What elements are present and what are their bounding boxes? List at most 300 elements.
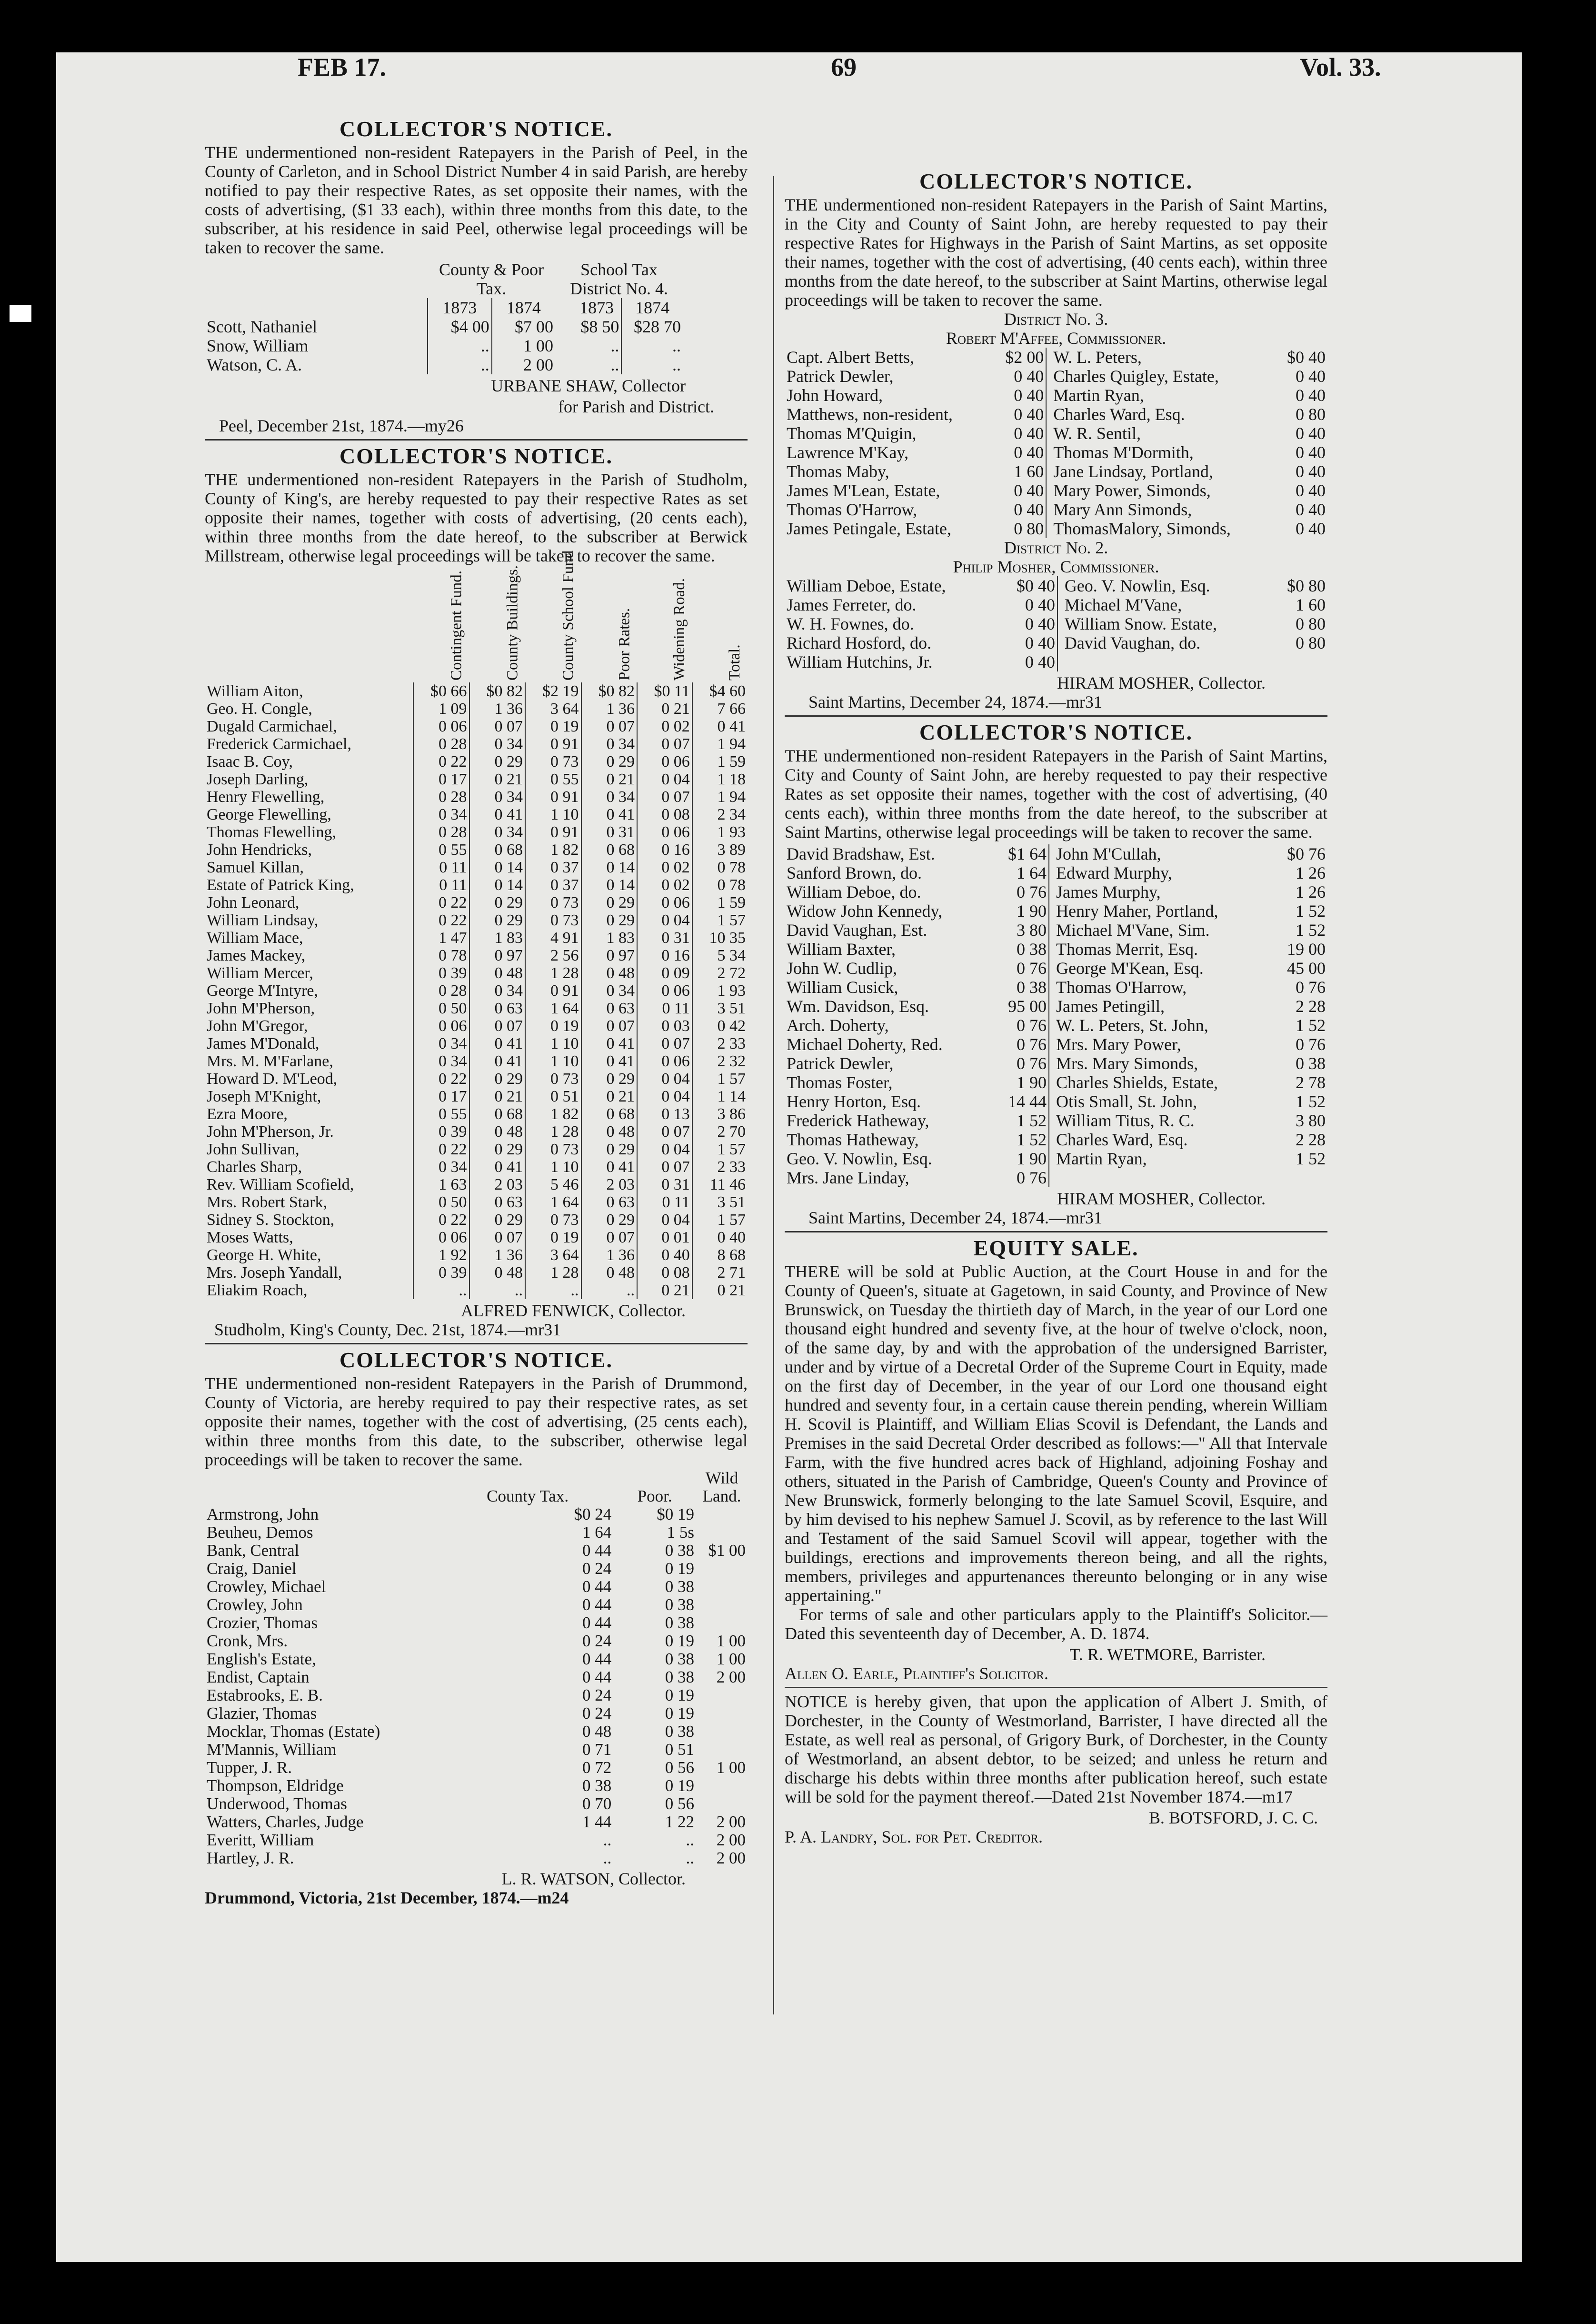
table-cell: 0 71 (582, 1740, 612, 1759)
table-cell: Mrs. Jane Linday, (787, 1168, 909, 1187)
table-row (205, 1759, 748, 1777)
table-cell: 1 57 (692, 1070, 748, 1088)
table-cell: 1 60 (1014, 462, 1044, 481)
table-cell: $0 76 (1287, 844, 1326, 863)
drummond-table (205, 1469, 748, 1867)
table-cell: 0 41 (692, 718, 748, 735)
table-cell: 2 32 (692, 1052, 748, 1070)
table-cell: William Aiton, (207, 682, 303, 700)
table-cell: 4 91 (525, 929, 581, 947)
table-cell: 0 06 (637, 894, 692, 912)
table-cell: James M'Donald, (207, 1035, 319, 1052)
table-cell: 0 78 (413, 947, 469, 964)
table-row (205, 1193, 748, 1211)
table-cell: John Hendricks, (207, 841, 312, 859)
table-cell: M'Mannis, William (207, 1740, 337, 1759)
table-cell: William Mercer, (207, 964, 313, 982)
table-cell: 0 63 (469, 1193, 526, 1211)
table-cell: 0 06 (637, 1052, 692, 1070)
table-row (205, 982, 748, 1000)
table-cell: $0 82 (469, 682, 526, 700)
table-cell: 1 82 (525, 1105, 581, 1123)
collector-signature: HIRAM MOSHER, Collector. (1057, 673, 1266, 692)
table-cell: David Vaughan, Est. (787, 921, 928, 940)
table-cell: 0 22 (413, 1070, 469, 1088)
table-cell: 0 11 (637, 1193, 692, 1211)
table-cell: 0 31 (637, 929, 692, 947)
notice-body: THE undermentioned non-resident Ratepayers in the Parish of Saint Martins, in the City and County of Saint John, are hereby requested to pay their respective Rates for Highways in the Parish of Saint Martins, as set opposite their names, together with the cost of advertising, (40 cents each), within three months from the date hereof, to the subscriber at Saint Martins, otherwise legal proceedings will be taken to recover the same. (785, 195, 1327, 310)
table-cell: George H. White, (207, 1246, 321, 1264)
table-cell: Thomas Merrit, Esq. (1049, 940, 1272, 959)
dateline: Studholm, King's County, Dec. 21st, 1874.—mr31 (214, 1320, 561, 1339)
table-cell: 0 40 (1296, 443, 1326, 462)
notice-title: EQUITY SALE. (973, 1236, 1139, 1260)
table-cell: 0 76 (1017, 1054, 1047, 1073)
table-row (205, 1211, 748, 1229)
table-cell: 0 48 (581, 1264, 638, 1282)
table-cell: 0 38 (665, 1668, 694, 1686)
table-row (205, 1686, 748, 1704)
table-cell: 1 00 (716, 1650, 746, 1668)
table-cell: Sanford Brown, do. (787, 863, 922, 882)
table-row (205, 1723, 748, 1741)
table-cell: Richard Hosford, do. (787, 633, 931, 652)
table-cell: Everitt, William (207, 1831, 314, 1849)
table-cell: 1 52 (1296, 1092, 1326, 1111)
st-martins-highways-notice (785, 170, 1327, 711)
collector-signature-line2: for Parish and District. (558, 397, 714, 416)
table-cell: Mary Power, Simonds, (1046, 481, 1275, 500)
table-cell: 0 09 (637, 964, 692, 982)
table-row (785, 844, 1327, 863)
column-header: 1874 (621, 298, 683, 317)
table-cell: 0 40 (1296, 386, 1326, 405)
column-header: Widening Road. (670, 578, 688, 681)
table-cell: 1 57 (692, 1141, 748, 1158)
table-cell: William Cusick, (787, 978, 898, 997)
table-cell: 0 19 (525, 1017, 581, 1035)
table-cell: 19 00 (1287, 940, 1326, 959)
table-cell: Beuheu, Demos (207, 1523, 313, 1542)
table-cell: 2 00 (492, 355, 555, 374)
table-cell: 0 48 (582, 1722, 612, 1741)
commissioner-line: Robert M'Affee, Commissioner. (946, 329, 1167, 348)
table-cell: 0 40 (1025, 633, 1055, 652)
table-cell: 0 34 (469, 823, 526, 841)
table-row (785, 576, 1327, 595)
table-row (205, 1668, 748, 1686)
table-cell: 1 36 (581, 700, 638, 718)
collector-signature: L. R. WATSON, Collector. (501, 1869, 686, 1888)
table-cell: 1 26 (1296, 863, 1326, 882)
table-row (205, 1741, 748, 1759)
table-row (205, 1849, 748, 1867)
table-row (785, 424, 1327, 443)
table-cell: Henry Horton, Esq. (787, 1092, 921, 1111)
collector-signature: HIRAM MOSHER, Collector. (1057, 1189, 1266, 1208)
table-cell: 0 04 (637, 1141, 692, 1158)
table-row (205, 859, 748, 876)
table-cell: 0 76 (1017, 959, 1047, 978)
table-cell: 95 00 (1008, 997, 1047, 1016)
table-row (785, 633, 1327, 652)
table-cell: 0 44 (582, 1577, 612, 1596)
table-row (785, 1092, 1327, 1111)
table-cell: Cronk, Mrs. (207, 1632, 288, 1650)
table-cell: W. R. Sentil, (1046, 424, 1275, 443)
table-cell: $0 40 (1287, 348, 1326, 367)
district-heading: District No. 2. (1004, 538, 1108, 557)
table-cell: 0 80 (1296, 405, 1326, 424)
table-cell: $0 11 (637, 682, 692, 700)
table-cell: Joseph Darling, (207, 771, 309, 788)
table-row (205, 1704, 748, 1723)
table-cell: 0 29 (469, 912, 526, 929)
table-cell: William Deboe, do. (787, 882, 921, 902)
table-row (205, 317, 683, 336)
table-row (785, 462, 1327, 481)
table-row (205, 1795, 748, 1813)
table-cell: 0 07 (469, 718, 526, 735)
table-cell (1272, 1168, 1327, 1187)
table-cell: 2 70 (692, 1123, 748, 1141)
table-cell: 0 07 (581, 1017, 638, 1035)
table-cell: Geo. V. Nowlin, Esq. (1057, 576, 1271, 595)
peel-notice (205, 117, 748, 435)
table-row (205, 1088, 748, 1105)
column-header: Total. (726, 644, 743, 681)
table-cell: 2 33 (692, 1158, 748, 1176)
table-row (205, 1650, 748, 1668)
table-cell: 2 78 (1296, 1073, 1326, 1092)
table-cell: 0 22 (413, 912, 469, 929)
table-cell: William Lindsay, (207, 912, 319, 929)
solicitor-line: Allen O. Earle, Plaintiff's Solicitor. (785, 1664, 1048, 1683)
table-cell: 1 64 (525, 1000, 581, 1017)
table-cell: 0 40 (1296, 462, 1326, 481)
table-cell: Geo. H. Congle, (207, 700, 312, 718)
table-cell: Martin Ryan, (1046, 386, 1275, 405)
column-header: Poor Rates. (616, 608, 633, 681)
table-cell: 0 55 (413, 841, 469, 859)
table-cell: Frederick Carmichael, (207, 735, 351, 753)
table-cell: 1 36 (469, 1246, 526, 1264)
table-cell: 0 19 (665, 1632, 694, 1650)
table-cell: 0 40 (1296, 481, 1326, 500)
table-cell (696, 1777, 748, 1795)
table-cell: John Leonard, (207, 894, 299, 912)
table-cell: W. H. Fownes, do. (787, 614, 914, 633)
table-cell: 0 34 (469, 735, 526, 753)
table-cell: ThomasMalory, Simonds, (1046, 519, 1275, 538)
table-cell: 0 31 (581, 823, 638, 841)
table-cell: 0 68 (581, 1105, 638, 1123)
table-cell: 2 03 (469, 1176, 526, 1193)
table-cell: 1 93 (692, 982, 748, 1000)
table-cell (696, 1741, 748, 1759)
table-cell (1049, 1168, 1272, 1187)
table-cell: Crozier, Thomas (207, 1613, 318, 1632)
table-row (785, 405, 1327, 424)
table-cell: James Ferreter, do. (787, 595, 917, 614)
table-cell: Rev. William Scofield, (207, 1176, 354, 1193)
table-cell: Henry Maher, Portland, (1049, 902, 1272, 921)
table-cell: 0 56 (665, 1758, 694, 1777)
table-cell: Henry Flewelling, (207, 788, 325, 806)
table-cell: 0 22 (413, 1211, 469, 1229)
table-cell: Mrs. M. M'Farlane, (207, 1052, 333, 1070)
table-cell: 0 91 (525, 735, 581, 753)
table-cell: 0 29 (581, 912, 638, 929)
table-cell: 1 36 (581, 1246, 638, 1264)
table-cell: 0 28 (413, 982, 469, 1000)
table-cell: 0 44 (582, 1541, 612, 1560)
table-cell: 0 13 (637, 1105, 692, 1123)
table-cell: Watters, Charles, Judge (207, 1813, 364, 1831)
table-cell: Thomas M'Dormith, (1046, 443, 1275, 462)
table-cell: 3 80 (1296, 1111, 1326, 1130)
table-cell: 0 08 (637, 1264, 692, 1282)
table-cell: Samuel Killan, (207, 859, 304, 876)
table-cell: 1 10 (525, 1158, 581, 1176)
table-cell: Moses Watts, (207, 1229, 293, 1246)
judge-signature: B. BOTSFORD, J. C. C. (1148, 1808, 1318, 1827)
table-cell: 0 07 (581, 718, 638, 735)
table-cell: 0 11 (413, 876, 469, 894)
table-cell: William Snow. Estate, (1057, 614, 1271, 633)
table-cell: 0 29 (469, 1211, 526, 1229)
table-cell: $0 24 (574, 1505, 612, 1523)
table-cell: 0 70 (582, 1794, 612, 1813)
table-row (205, 1105, 748, 1123)
table-cell: 0 44 (582, 1613, 612, 1632)
table-cell: 0 04 (637, 912, 692, 929)
table-cell: 0 38 (665, 1541, 694, 1560)
table-cell: 5 46 (525, 1176, 581, 1193)
table-cell: 1 52 (1296, 921, 1326, 940)
table-cell: 0 41 (469, 1035, 526, 1052)
table-row (205, 1632, 748, 1650)
notice-title: COLLECTOR'S NOTICE. (339, 117, 613, 141)
table-row (205, 1000, 748, 1017)
table-cell: $0 80 (1287, 576, 1326, 595)
table-row (205, 788, 748, 806)
table-cell: Michael M'Vane, (1057, 595, 1271, 614)
table-cell: English's Estate, (207, 1650, 316, 1668)
table-cell: Arch. Doherty, (787, 1016, 889, 1035)
table-cell: Michael M'Vane, Sim. (1049, 921, 1272, 940)
table-row (205, 876, 748, 894)
table-cell: Glazier, Thomas (207, 1704, 317, 1723)
right-column (785, 167, 1327, 1846)
table-cell: George M'Intyre, (207, 982, 318, 1000)
table-cell: 0 68 (469, 1105, 526, 1123)
table-cell: Tupper, J. R. (207, 1758, 292, 1777)
table-cell: Joseph M'Knight, (207, 1088, 321, 1105)
table-row (785, 443, 1327, 462)
table-cell: 2 56 (525, 947, 581, 964)
absent-debtor-notice (785, 1692, 1327, 1846)
table-cell: 0 41 (469, 1052, 526, 1070)
table-cell: Charles Shields, Estate, (1049, 1073, 1272, 1092)
table-cell: 2 00 (716, 1831, 746, 1849)
collector-signature: URBANE SHAW, Collector (491, 376, 686, 395)
table-cell: .. (610, 355, 619, 374)
table-cell: 1 52 (1296, 902, 1326, 921)
table-cell: 0 38 (582, 1776, 612, 1795)
header-page-number: 69 (831, 53, 857, 81)
table-row (785, 1111, 1327, 1130)
notice-body: NOTICE is hereby given, that upon the application of Albert J. Smith, of Dorchester, in the County of Westmorland, Barrister, I have directed all the Estate, as well real as personal, of Grigory Burk, of Dorchester, in the County of Westmorland, an absent debtor, to be seized; and unless he return and discharge his debts within three months after publication hereof, such estate will be sold for the payment thereof.—Dated 21st November 1874.—m17 (785, 1692, 1327, 1806)
table-row (785, 1168, 1327, 1187)
table-cell: 0 04 (637, 1211, 692, 1229)
table-row (205, 1523, 748, 1542)
table-cell: .. (603, 1831, 612, 1849)
notice-title: COLLECTOR'S NOTICE. (339, 444, 613, 468)
table-cell: 2 00 (716, 1849, 746, 1867)
table-cell: 0 38 (665, 1650, 694, 1668)
table-cell: William Deboe, Estate, (787, 576, 946, 595)
table-row (785, 481, 1327, 500)
table-cell: 0 06 (413, 1017, 469, 1035)
table-cell: 2 00 (716, 1813, 746, 1831)
table-row (785, 978, 1327, 997)
table-cell: 1 60 (1296, 595, 1326, 614)
table-cell: 1 59 (692, 753, 748, 771)
table-cell: 0 29 (469, 1141, 526, 1158)
table-cell: 1 90 (1017, 902, 1047, 921)
table-cell: $2 00 (1005, 348, 1044, 367)
table-cell: Mrs. Joseph Yandall, (207, 1264, 342, 1282)
table-cell: 0 56 (665, 1794, 694, 1813)
table-cell: 0 19 (665, 1559, 694, 1578)
table-cell: 5 34 (692, 947, 748, 964)
table-cell (696, 1578, 748, 1596)
table-cell: 1 14 (692, 1088, 748, 1105)
table-cell: Frederick Hatheway, (787, 1111, 929, 1130)
table-cell: 0 80 (1296, 614, 1326, 633)
table-cell: 1 52 (1296, 1149, 1326, 1168)
table-row (205, 1229, 748, 1246)
commissioner-line: Philip Mosher, Commissioner. (953, 557, 1159, 576)
table-cell: 1 5s (667, 1523, 694, 1542)
table-cell: 0 19 (665, 1686, 694, 1704)
table-cell: 8 68 (692, 1246, 748, 1264)
table-cell: .. (603, 1849, 612, 1867)
table-cell: Watson, C. A. (207, 355, 302, 374)
st-martins-rates-notice (785, 721, 1327, 1227)
table-cell: 0 76 (1296, 1035, 1326, 1054)
column-header: Poor. (637, 1487, 672, 1505)
table-cell: Otis Small, St. John, (1049, 1092, 1272, 1111)
table-row (785, 652, 1327, 671)
table-cell: 0 34 (469, 982, 526, 1000)
table-cell: 0 40 (1296, 424, 1326, 443)
table-header-row (205, 565, 748, 682)
table-cell: John M'Pherson, (207, 1000, 315, 1017)
table-cell: 0 63 (581, 1193, 638, 1211)
table-cell: 0 73 (525, 1211, 581, 1229)
table-cell: 0 40 (1014, 386, 1044, 405)
table-cell: 1 64 (582, 1523, 612, 1542)
table-cell: 0 40 (1014, 443, 1044, 462)
table-cell: Charles Ward, Esq. (1049, 1130, 1272, 1149)
table-row (205, 1246, 748, 1264)
table-cell: $28 70 (621, 317, 683, 336)
table-cell: 3 51 (692, 1193, 748, 1211)
table-row (205, 1282, 748, 1299)
table-cell: 0 55 (525, 771, 581, 788)
table-cell: 7 66 (692, 700, 748, 718)
table-cell: 1 18 (692, 771, 748, 788)
district-2-table (785, 576, 1327, 671)
table-cell: Endist, Captain (207, 1668, 309, 1686)
table-cell: $0 40 (1016, 576, 1055, 595)
table-cell: 10 35 (692, 929, 748, 947)
table-cell: 1 59 (692, 894, 748, 912)
table-row (205, 1123, 748, 1141)
table-row (205, 700, 748, 718)
table-cell: 1 00 (716, 1758, 746, 1777)
table-cell: William Titus, R. C. (1049, 1111, 1272, 1130)
table-cell: Charles Sharp, (207, 1158, 302, 1176)
table-cell: 45 00 (1287, 959, 1326, 978)
table-row (205, 894, 748, 912)
table-row (205, 1158, 748, 1176)
table-cell: 0 40 (1014, 405, 1044, 424)
table-cell: 1 00 (492, 336, 555, 355)
table-row (205, 1813, 748, 1831)
table-cell: Patrick Dewler, (787, 367, 894, 386)
table-cell: 1 57 (692, 912, 748, 929)
dateline: Drummond, Victoria, 21st December, 1874.—m24 (205, 1888, 569, 1907)
table-cell: 0 21 (469, 1088, 526, 1105)
table-cell: 0 48 (581, 964, 638, 982)
table-cell: 1 82 (525, 841, 581, 859)
table-cell: 0 01 (637, 1229, 692, 1246)
barrister-signature: T. R. WETMORE, Barrister. (1069, 1645, 1266, 1664)
column-header: 1874 (492, 298, 555, 317)
table-cell: .. (525, 1282, 581, 1299)
table-cell: 1 83 (469, 929, 526, 947)
table-cell: 3 64 (525, 1246, 581, 1264)
table-cell: 0 76 (1017, 882, 1047, 902)
table-cell: James Murphy, (1049, 882, 1272, 902)
table-cell: 0 68 (469, 841, 526, 859)
table-cell: 0 16 (637, 947, 692, 964)
table-cell: 0 28 (413, 788, 469, 806)
table-row (785, 348, 1327, 367)
table-cell: 0 48 (581, 1123, 638, 1141)
table-row (205, 1614, 748, 1632)
table-cell: Matthews, non-resident, (787, 405, 953, 424)
table-cell (696, 1596, 748, 1614)
table-row (205, 682, 748, 700)
table-cell: 1 47 (413, 929, 469, 947)
table-cell: Estate of Patrick King, (207, 876, 354, 894)
table-cell: 0 24 (582, 1559, 612, 1578)
table-cell: W. L. Peters, St. John, (1049, 1016, 1272, 1035)
table-cell: Armstrong, John (207, 1505, 319, 1523)
table-cell: 0 21 (581, 771, 638, 788)
table-cell: 0 72 (582, 1758, 612, 1777)
district-heading: District No. 3. (1004, 310, 1108, 329)
table-cell: William Mace, (207, 929, 303, 947)
table-cell: 0 38 (665, 1722, 694, 1741)
table-cell: $1 00 (708, 1541, 746, 1560)
table-cell: 0 39 (413, 1123, 469, 1141)
table-cell: 0 50 (413, 1193, 469, 1211)
